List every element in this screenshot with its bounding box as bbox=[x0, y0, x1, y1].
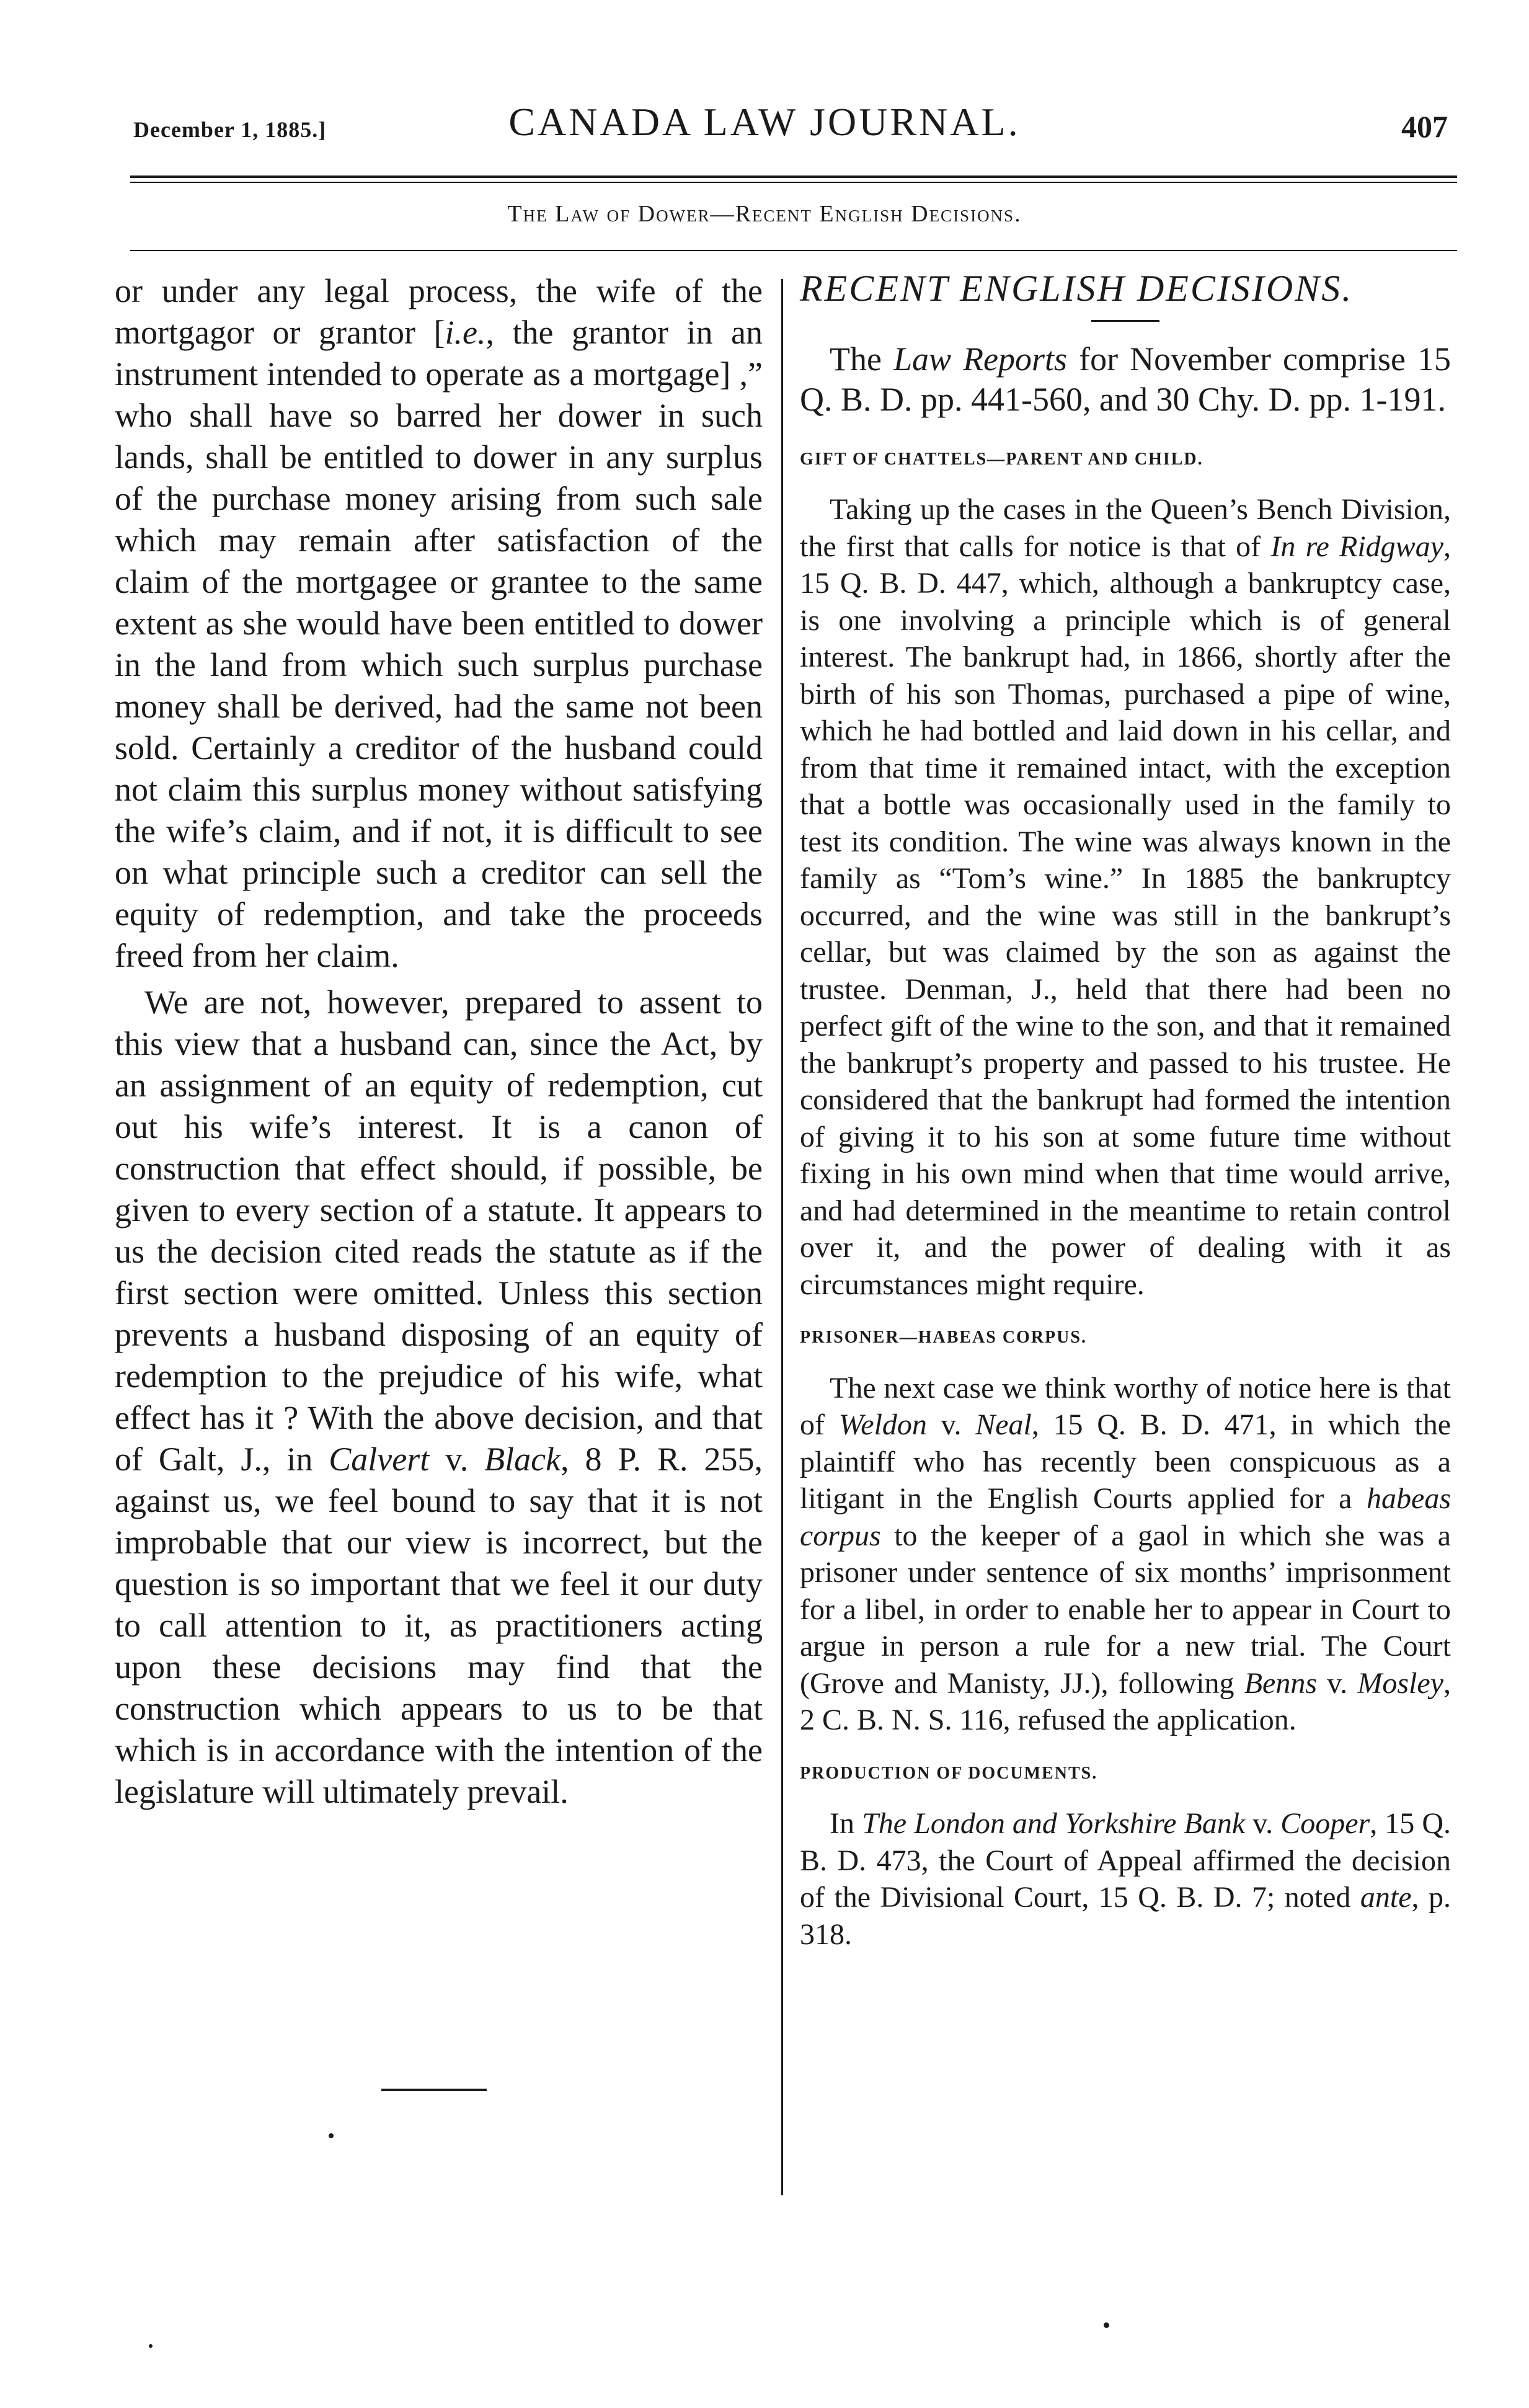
italic-text-run: Law Reports bbox=[893, 340, 1068, 378]
italic-text-run: Benns bbox=[1244, 1666, 1318, 1700]
intro-paragraph bbox=[800, 339, 1451, 420]
ink-speck bbox=[329, 2133, 334, 2138]
italic-text-run: The London and Yorkshire Bank bbox=[862, 1807, 1246, 1840]
text-run: , 15 Q. B. D. 473, the Court of Appeal affirmed the decision of the Divisional Court, 15 Q. B. D. 7; noted bbox=[800, 1807, 1451, 1914]
column-divider bbox=[781, 279, 783, 2195]
issue-date: December 1, 1885.] bbox=[133, 117, 327, 142]
case-paragraph-production-of-documents bbox=[800, 1805, 1451, 1953]
italic-text-run: ante bbox=[1360, 1881, 1412, 1914]
text-run: for November comprise 15 Q. B. D. pp. 441-560, and 30 Chy. D. pp. 1-191. bbox=[800, 340, 1451, 418]
right-column bbox=[800, 270, 1451, 1953]
text-run: , 2 C. B. N. S. 116, refused the application. bbox=[800, 1666, 1451, 1736]
text-run: , 8 P. R. 255, against us, we feel bound to say that it is not improbable that our view is incorrect, but the question is so important that we feel it our duty to call attention to it, as practitioners acting upon these decisions may find that the construction which appears to us to be that which is in accordance with the intention of the legislature will ultimately prevail. bbox=[115, 1441, 763, 1810]
text-run: , 15 Q. B. D. 471, in which the plaintiff who has recently been conspicuous as a litigant in the English Courts applied for a bbox=[800, 1408, 1451, 1515]
italic-text-run: i.e. bbox=[445, 314, 486, 351]
italic-text-run: In re Ridgway bbox=[1270, 530, 1443, 563]
text-run: We are not, however, prepared to assent to this view that a husband can, since the Act, by an assignment of an equity of redemption, cut out his wife’s interest. It is a canon of construction that effect should, if possible, be given to every section of a statute. It appears to us the decision cited reads the statute as if the first section were omitted. Unless this section prevents a husband disposing of an equity of redemption to the prejudice of his wife, what effect has it ? With the above decision, and that of Galt, J., in bbox=[115, 984, 763, 1478]
page-number: 407 bbox=[1401, 109, 1448, 144]
case-heading-habeas-corpus: PRISONER—HABEAS CORPUS. bbox=[800, 1328, 1087, 1347]
article-end-rule bbox=[381, 2089, 487, 2091]
text-run: v. bbox=[1317, 1666, 1358, 1700]
header-rule-bottom bbox=[130, 182, 1457, 183]
italic-text-run: Weldon bbox=[838, 1408, 927, 1441]
case-heading-gift-of-chattels: GIFT OF CHATTELS—PARENT AND CHILD. bbox=[800, 449, 1203, 469]
text-run: to the keeper of a gaol in which she was a prisoner under sentence of six months’ imprisonment for a libel, in order to enable her to appear in Court to argue in person a rule for a new trial. The Court (Grove and Manisty, JJ.), following bbox=[800, 1519, 1451, 1700]
italic-text-run: habeas corpus bbox=[800, 1482, 1451, 1552]
text-run: , p. 318. bbox=[800, 1881, 1451, 1951]
case-heading-production-of-documents: PRODUCTION OF DOCUMENTS. bbox=[800, 1763, 1098, 1783]
italic-text-run: Cooper bbox=[1280, 1807, 1370, 1840]
title-rule bbox=[1091, 320, 1159, 322]
text-run: The next case we think worthy of notice here is that of bbox=[800, 1371, 1451, 1441]
text-run: v. bbox=[1245, 1807, 1281, 1840]
italic-text-run: Neal bbox=[975, 1408, 1032, 1441]
text-run: , 15 Q. B. D. 447, which, although a bankruptcy case, is one involving a principle which is of general interest. The bankrupt had, in 1866, shortly after the birth of his son Thomas, purchased a pipe of wine, which he had bottled and laid down in his cellar, and from that time it remained intact, with the exception that a bottle was occasionally used in the family to test its condition. The wine was always known in the family as “Tom’s wine.” In 1885 the bankruptcy occurred, and the wine was still in the bankrupt’s cellar, but was claimed by the son as against the trustee. Denman, J., held that there had been no perfect gift of the wine to the son, and that it remained the bankrupt’s property and passed to his trustee. He considered that the bankrupt had formed the intention of giving it to his son at some future time without fixing in his own mind when that time would arrive, and had determined in the meantime to retain control over it, and the power of dealing with it as circumstances might require. bbox=[800, 530, 1451, 1301]
italic-text-run: Mosley bbox=[1357, 1666, 1443, 1700]
italic-text-run: Black bbox=[484, 1441, 561, 1478]
italic-text-run: Calvert bbox=[329, 1441, 430, 1478]
section-heading: The Law of Dower—Recent English Decisions. bbox=[507, 201, 1022, 227]
journal-title: CANADA LAW JOURNAL. bbox=[508, 100, 1021, 144]
ink-speck bbox=[149, 2344, 153, 2348]
left-column bbox=[115, 270, 763, 1813]
header-rule-top bbox=[130, 175, 1457, 178]
text-run: , the grantor in an instrument intended to operate as a mortgage] ,” who shall have so barred her dower in such lands, shall be entitled to dower in any surplus of the purchase money arising from such sale which may remain after satisfaction of the claim of the mortgagee or grantee to the same extent as she would have been entitled to dower in the land from which such surplus purchase money shall be derived, had the same not been sold. Certainly a creditor of the husband could not claim this surplus money without satisfying the wife’s claim, and if not, it is difficult to see on what principle such a creditor can sell the equity of redemption, and take the proceeds freed from her claim. bbox=[115, 314, 763, 974]
text-run: In bbox=[830, 1807, 862, 1840]
left-paragraph-1 bbox=[115, 270, 763, 977]
text-run: Taking up the cases in the Queen’s Bench Division, the first that calls for notice is that of bbox=[800, 493, 1451, 563]
section-rule bbox=[130, 250, 1457, 251]
case-paragraph-gift-of-chattels bbox=[800, 491, 1451, 1303]
left-paragraph-2 bbox=[115, 982, 763, 1813]
text-run: v. bbox=[429, 1441, 485, 1478]
article-title: RECENT ENGLISH DECISIONS. bbox=[800, 268, 1354, 309]
case-paragraph-habeas-corpus bbox=[800, 1370, 1451, 1739]
text-run: or under any legal process, the wife of the mortgagor or grantor [ bbox=[115, 272, 763, 351]
ink-speck bbox=[1104, 2322, 1109, 2328]
text-run: v. bbox=[926, 1408, 976, 1441]
text-run: The bbox=[830, 340, 893, 378]
